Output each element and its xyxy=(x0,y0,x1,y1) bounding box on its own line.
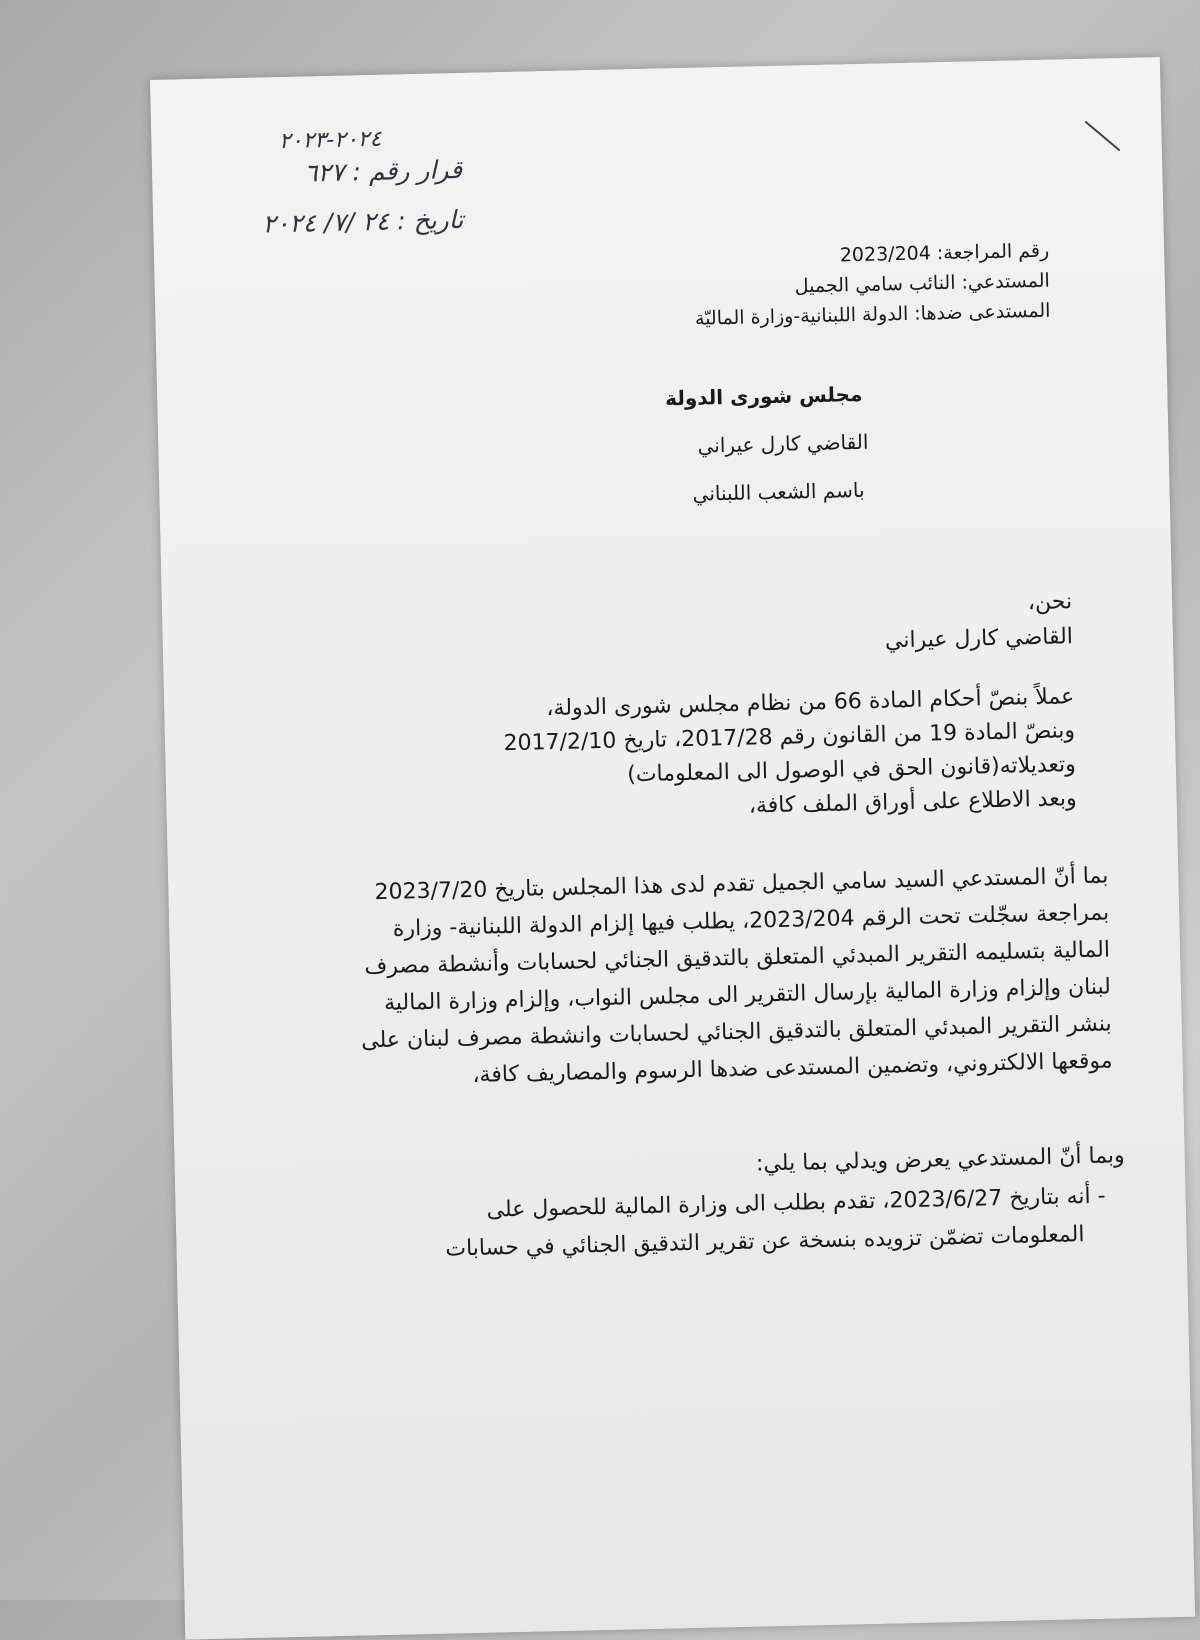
claims-intro: وبما أنّ المستدعي يعرض ويدلي بما يلي: xyxy=(755,1143,1125,1177)
intro-judge: القاضي كارل عيراني xyxy=(884,624,1074,654)
whereas-line: وبنصّ المادة 19 من القانون رقم 2017/28، تاريخ 2017/2/10 xyxy=(503,718,1076,757)
facts-line: لبنان وإلزام وزارة المالية بإرسال التقرير الى مجلس النواب، وإلزام وزارة المالية xyxy=(383,974,1112,1016)
petitioner: المستدعي: النائب سامي الجميل xyxy=(794,269,1051,298)
review-number: رقم المراجعة: 2023/204 xyxy=(839,239,1050,267)
facts-line: بنشر التقرير المبدئي المتعلق بالتدقيق الجنائي لحسابات وانشطة مصرف لبنان على xyxy=(360,1011,1112,1054)
handwritten-decision-year: ٢٠٢٤-٢٠٢٣ xyxy=(278,126,382,155)
claims-line: - أنه بتاريخ 2023/6/27، تقدم بطلب الى وزارة المالية للحصول على xyxy=(486,1183,1106,1223)
facts-line: موقعها الالكتروني، وتضمين المستدعى ضدها الرسوم والمصاريف كافة، xyxy=(472,1048,1113,1088)
whereas-line: وبعد الاطلاع على أوراق الملف كافة، xyxy=(748,786,1077,819)
facts-line: بما أنّ المستدعي السيد سامي الجميل تقدم لدى هذا المجلس بتاريخ 2023/7/20 xyxy=(374,863,1109,906)
handwritten-date: تاريخ : ٢٤ /٧/ ٢٠٢٤ xyxy=(262,204,464,239)
respondent: المستدعى ضدها: الدولة اللبنانية-وزارة الماليّة xyxy=(694,299,1051,330)
handwritten-decision-number: قرار رقم : ٦٢٧ xyxy=(303,154,463,188)
claims-line: المعلومات تضمّن تزويده بنسخة عن تقرير التدقيق الجنائي في حسابات xyxy=(445,1222,1085,1262)
people-title: باسم الشعب اللبناني xyxy=(692,477,865,506)
judge-title: القاضي كارل عيراني xyxy=(697,429,869,458)
facts-line: المالية بتسليمه التقرير المبدئي المتعلق بالتدقيق الجنائي لحسابات وأنشطة مصرف xyxy=(364,937,1111,980)
council-title: مجلس شورى الدولة xyxy=(664,381,863,411)
facts-line: بمراجعة سجّلت تحت الرقم 2023/204، يطلب فيها إلزام الدولة اللبنانية- وزارة xyxy=(392,900,1110,942)
intro-we: نحن، xyxy=(1027,589,1073,616)
document-page xyxy=(150,57,1195,1640)
whereas-line: عملاً بنصّ أحكام المادة 66 من نظام مجلس شورى الدولة، xyxy=(546,684,1075,722)
whereas-line: وتعديلاته(قانون الحق في الوصول الى المعلومات) xyxy=(626,752,1077,788)
